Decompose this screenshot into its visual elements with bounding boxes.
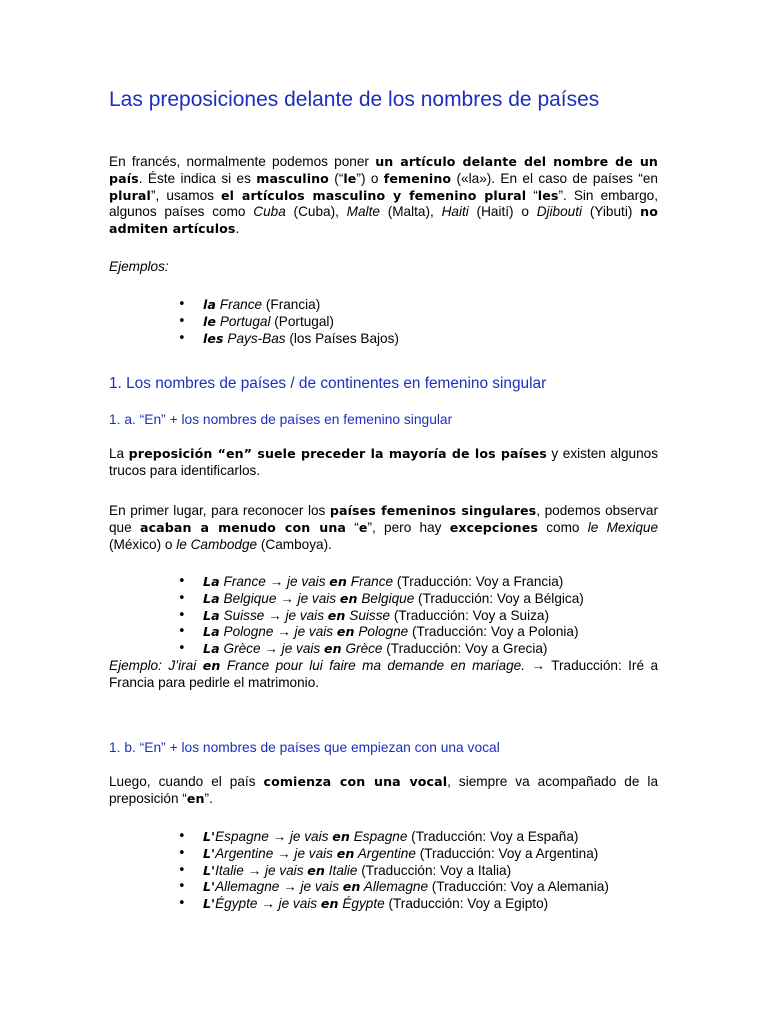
intro-text: ”. Sin embargo, algunos países como [109, 187, 658, 220]
ejemplos-label-text: Ejemplos: [109, 259, 169, 274]
example-phrase: Italie → je vais [215, 862, 308, 878]
intro-italic: Malte [346, 204, 380, 220]
subsection-heading-1a: 1. a. “En” + los nombres de países en femenino singular [109, 412, 453, 427]
translation: (los Países Bajos) [285, 330, 399, 346]
list-item [109, 863, 658, 880]
country-name: Allemagne [360, 879, 429, 895]
country-name: France [216, 297, 263, 312]
intro-bold: masculino [256, 170, 329, 186]
example-phrase: Suisse → je vais [219, 607, 328, 623]
preposition: en [329, 574, 347, 589]
example-sentence [109, 658, 658, 692]
translation: (Traducción: Voy a Grecia) [382, 641, 548, 657]
intro-text: ”) o [356, 170, 384, 186]
intro-bold: le [343, 170, 357, 186]
example-list-feminine [109, 574, 658, 658]
article: le [203, 313, 217, 329]
country-name: Belgique [357, 590, 415, 606]
example-list-articles [109, 297, 658, 347]
list-item [109, 574, 658, 591]
paragraph-italic: le Mexique [587, 519, 659, 535]
preposition: en [342, 879, 361, 895]
paragraph-bold: acaban a menudo con una [139, 519, 347, 535]
paragraph-1c [109, 774, 658, 808]
preposition: en [332, 829, 350, 844]
subsection-heading-1b: 1. b. “En” + los nombres de países que empiezan con una vocal [109, 740, 500, 755]
article: La [203, 574, 220, 589]
intro-text: (Malta), [379, 204, 442, 220]
paragraph-text: , siempre va acompañado de la preposición “ [109, 774, 659, 806]
list-item [109, 879, 658, 896]
paragraph-text: En primer lugar, para reconocer los [109, 503, 330, 518]
translation: (Traducción: Voy a Argentina) [415, 845, 599, 861]
paragraph-bold: países femeninos singulares [329, 503, 537, 518]
intro-bold: un artículo delante del nombre de un país [109, 154, 658, 186]
translation: (Traducción: Voy a Egipto) [384, 896, 549, 912]
translation: (Traducción: Voy a Italia) [357, 862, 512, 878]
list-item [109, 297, 658, 314]
translation: (Traducción: Voy a España) [407, 829, 579, 844]
intro-italic: Djibouti [536, 204, 583, 220]
paragraph-bold: e [358, 519, 368, 535]
country-name: Portugal [216, 313, 271, 329]
intro-bold: no admiten artículos [109, 204, 658, 237]
intro-paragraph [109, 154, 658, 238]
list-item [109, 331, 658, 348]
example-italic: France pour lui faire ma demande en mariage. [220, 658, 525, 673]
article: L' [203, 896, 216, 912]
country-name: Italie [324, 862, 358, 878]
preposition: en [339, 590, 358, 606]
intro-text: («la»). En el caso de países “en [451, 170, 658, 186]
paragraph-text: ”, pero hay [367, 519, 450, 535]
country-name: Grèce [341, 641, 383, 657]
paragraph-bold: preposición “en” suele preceder la mayoría de los países [128, 446, 547, 461]
example-phrase: Belgique → je vais [219, 590, 340, 606]
translation: (Traducción: Voy a Suiza) [390, 607, 549, 623]
translation: (Traducción: Voy a Bélgica) [414, 590, 584, 606]
intro-text: . [235, 221, 240, 237]
section-heading-1: 1. Los nombres de países / de continentes en femenino singular [109, 375, 547, 392]
paragraph-text: (México) o [109, 536, 177, 552]
translation: (Traducción: Voy a Alemania) [428, 879, 609, 895]
list-item [109, 591, 658, 608]
country-name: Pologne [354, 624, 409, 640]
intro-text: . Éste indica si es [138, 170, 257, 186]
intro-bold: plural [109, 187, 151, 203]
article: La [203, 590, 220, 606]
paragraph-bold: en [186, 790, 205, 806]
list-item [109, 829, 658, 846]
country-name: Pays-Bas [223, 330, 286, 346]
intro-italic: Cuba [253, 204, 286, 220]
example-phrase: Pologne → je vais [219, 624, 337, 640]
example-phrase: Égypte → je vais [215, 896, 321, 912]
example-phrase: Argentine → je vais [215, 845, 337, 861]
country-name: France [347, 574, 394, 589]
intro-text: En francés, normalmente podemos poner [109, 154, 376, 169]
article: La [203, 641, 220, 657]
translation: (Traducción: Voy a Francia) [393, 574, 564, 589]
article: les [203, 330, 224, 346]
list-item [109, 314, 658, 331]
intro-italic: Haiti [441, 204, 469, 220]
preposition: en [336, 845, 355, 861]
example-phrase: Allemagne → je vais [215, 879, 343, 895]
example-list-vowel [109, 829, 658, 913]
page-title: Las preposiciones delante de los nombres de países [109, 88, 600, 111]
translation: (Francia) [262, 297, 321, 312]
article: la [203, 297, 217, 312]
country-name: Argentine [354, 845, 416, 861]
paragraph-text: , podemos observar que [109, 503, 658, 535]
paragraph-text: (Camboya). [257, 536, 332, 552]
article: La [203, 607, 220, 623]
paragraph-bold: comienza con una vocal [263, 774, 448, 789]
paragraph-text: ”. [204, 790, 213, 806]
intro-text: (“ [328, 170, 344, 186]
paragraph-text: Luego, cuando el país [109, 774, 264, 789]
intro-text: ”, usamos [150, 187, 222, 203]
intro-text: (Cuba), [285, 204, 347, 220]
country-name: Espagne [349, 829, 408, 844]
preposition: en [307, 862, 325, 878]
paragraph-text: La [109, 446, 129, 461]
country-name: Égypte [338, 896, 385, 912]
intro-text: (Haití) o [468, 204, 537, 220]
paragraph-bold: excepciones [449, 519, 538, 535]
paragraph-1b [109, 503, 658, 553]
intro-bold: el artículos masculino y femenino plural [221, 187, 527, 203]
translation: (Portugal) [270, 313, 334, 329]
ejemplos-label [109, 259, 658, 276]
preposition: en [323, 641, 342, 657]
list-item [109, 896, 658, 913]
example-translation: → Traducción: Iré a Francia para pedirle el matrimonio. [109, 658, 659, 690]
example-phrase: France → je vais [219, 574, 330, 589]
paragraph-1a [109, 446, 658, 480]
article: L' [203, 879, 216, 895]
article: L' [203, 845, 216, 861]
paragraph-text: como [537, 519, 588, 535]
intro-bold: femenino [383, 170, 452, 186]
list-item [109, 624, 658, 641]
article: L' [203, 829, 216, 844]
example-phrase: Grèce → je vais [219, 641, 324, 657]
intro-text: “ [526, 187, 538, 203]
translation: (Traducción: Voy a Polonia) [408, 624, 579, 640]
article: L' [203, 862, 216, 878]
example-italic: Ejemplo: J’irai [109, 658, 203, 673]
intro-bold: les [537, 187, 559, 203]
paragraph-italic: le Cambodge [176, 536, 258, 552]
list-item [109, 641, 658, 658]
preposition: en [336, 624, 355, 640]
preposition: en [327, 607, 346, 623]
example-bold: en [202, 658, 221, 673]
paragraph-text: y existen algunos trucos para identificarlos. [109, 446, 658, 478]
country-name: Suisse [345, 607, 391, 623]
example-phrase: Espagne → je vais [215, 829, 333, 844]
list-item [109, 608, 658, 625]
list-item [109, 846, 658, 863]
preposition: en [320, 896, 339, 912]
paragraph-text: “ [346, 519, 359, 535]
intro-text: (Yibuti) [582, 204, 641, 220]
article: La [203, 624, 220, 640]
